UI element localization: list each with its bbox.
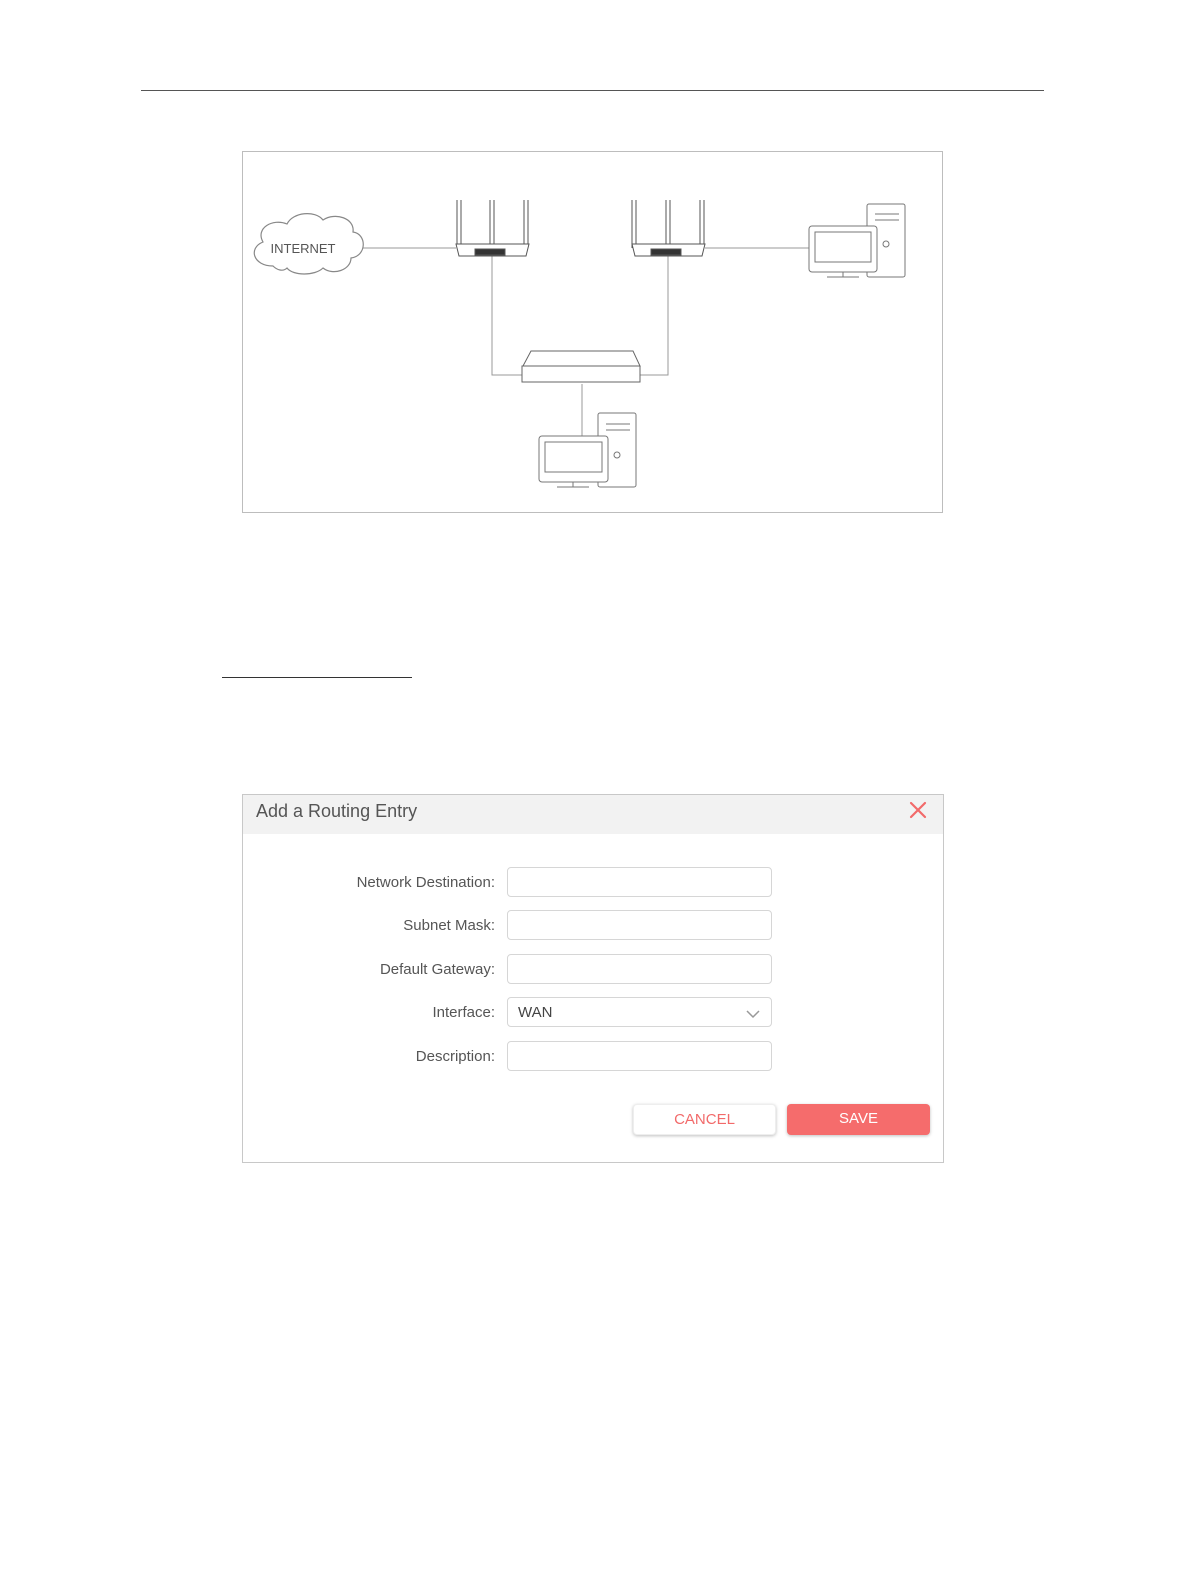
- internet-cloud-icon: [254, 214, 363, 274]
- cancel-button[interactable]: CANCEL: [633, 1104, 776, 1135]
- dialog-header: [243, 795, 943, 834]
- default-gateway-label: Default Gateway:: [379, 961, 495, 978]
- network-destination-input[interactable]: [507, 867, 772, 897]
- switch-icon: [522, 351, 640, 382]
- interface-selected-value: WAN: [518, 1004, 553, 1021]
- page-header-rule: [141, 90, 1044, 91]
- interface-select[interactable]: [507, 997, 772, 1027]
- interface-label: Interface:: [432, 1004, 495, 1021]
- router-2-icon: [632, 200, 705, 256]
- add-routing-entry-dialog: [242, 794, 944, 1163]
- text-underline-rule: [222, 677, 412, 678]
- close-icon[interactable]: [907, 799, 929, 821]
- save-button[interactable]: SAVE: [787, 1104, 930, 1135]
- subnet-mask-label: Subnet Mask:: [403, 917, 495, 934]
- internet-label: INTERNET: [270, 241, 336, 256]
- interface-row: [243, 997, 943, 1028]
- chevron-down-icon: [745, 1007, 761, 1019]
- description-input[interactable]: [507, 1041, 772, 1071]
- computer-right-icon: [809, 204, 905, 277]
- default-gateway-input[interactable]: [507, 954, 772, 984]
- dialog-title: Add a Routing Entry: [256, 801, 418, 821]
- computer-bottom-icon: [539, 413, 636, 487]
- network-destination-label: Network Destination:: [356, 874, 495, 891]
- subnet-mask-input[interactable]: [507, 910, 772, 940]
- description-label: Description:: [415, 1048, 495, 1065]
- network-destination-row: [243, 867, 943, 898]
- network-topology-diagram: [242, 151, 943, 513]
- connection-lines: [357, 248, 809, 438]
- default-gateway-row: [243, 954, 943, 985]
- subnet-mask-row: [243, 910, 943, 941]
- description-row: [243, 1041, 943, 1072]
- router-1-icon: [456, 200, 529, 256]
